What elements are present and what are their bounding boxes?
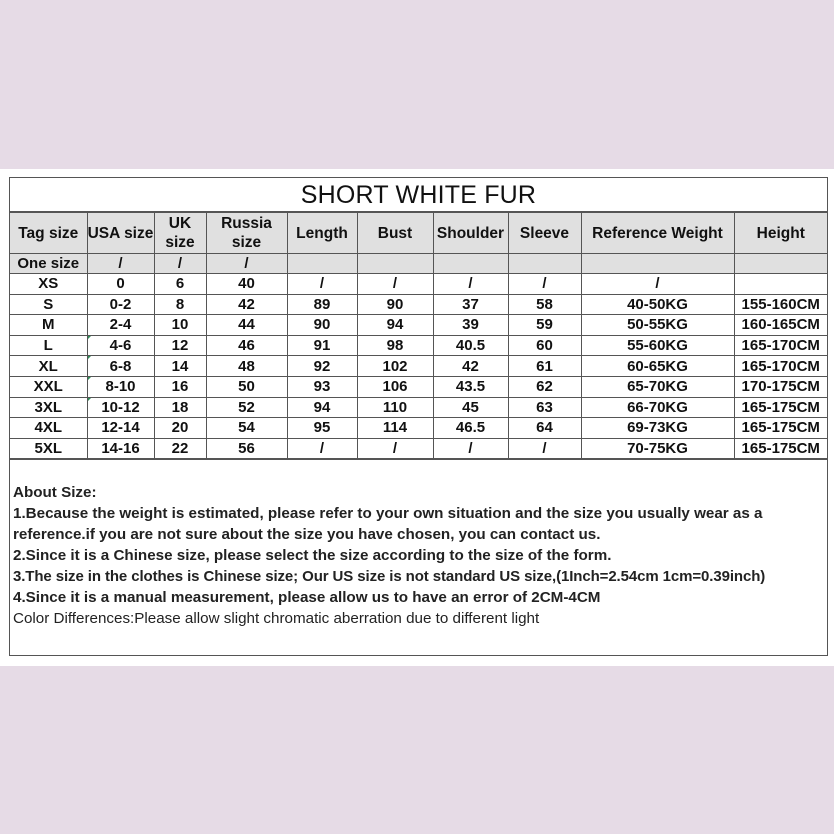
header-length: Length — [287, 213, 357, 254]
table-cell: 55-60KG — [581, 335, 734, 356]
table-cell: 92 — [287, 356, 357, 377]
table-cell: 3XL — [10, 397, 87, 418]
table-row — [10, 356, 827, 377]
table-cell: 59 — [508, 315, 581, 336]
table-row — [10, 274, 827, 295]
table-cell — [581, 254, 734, 274]
table-row — [10, 294, 827, 315]
table-cell: 114 — [357, 418, 433, 439]
table-cell: 165-175CM — [734, 418, 827, 439]
table-cell: 54 — [206, 418, 287, 439]
table-cell: 94 — [357, 315, 433, 336]
table-cell: 39 — [433, 315, 508, 336]
table-cell — [508, 254, 581, 274]
table-cell: 20 — [154, 418, 206, 439]
table-cell: 165-175CM — [734, 438, 827, 459]
table-cell: 94 — [287, 397, 357, 418]
table-cell: 165-175CM — [734, 397, 827, 418]
table-cell — [734, 274, 827, 295]
table-cell: / — [287, 438, 357, 459]
table-cell: 46 — [206, 335, 287, 356]
table-cell: 65-70KG — [581, 376, 734, 397]
table-cell: XXL — [10, 376, 87, 397]
table-cell: 165-170CM — [734, 335, 827, 356]
table-cell — [357, 254, 433, 274]
table-cell: 170-175CM — [734, 376, 827, 397]
header-shoulder: Shoulder — [433, 213, 508, 254]
size-notes — [10, 482, 827, 629]
table-cell: / — [357, 274, 433, 295]
header-usa-size: USA size — [87, 213, 154, 254]
table-cell: 22 — [154, 438, 206, 459]
table-cell: 64 — [508, 418, 581, 439]
notes-heading: About Size: — [13, 484, 97, 502]
table-cell: 90 — [357, 294, 433, 315]
table-cell — [433, 254, 508, 274]
table-cell: 90 — [287, 315, 357, 336]
table-cell: / — [287, 274, 357, 295]
table-cell — [287, 254, 357, 274]
table-cell: 4XL — [10, 418, 87, 439]
table-cell: 50 — [206, 376, 287, 397]
table-cell: / — [508, 274, 581, 295]
header-sleeve: Sleeve — [508, 213, 581, 254]
table-cell: 40.5 — [433, 335, 508, 356]
table-cell: / — [87, 254, 154, 274]
table-cell: 106 — [357, 376, 433, 397]
table-cell — [734, 254, 827, 274]
note-line: 3.The size in the clothes is Chinese size; Our US size is not standard US size,(1Inch=2.54cm 1cm=0.39inch) — [13, 568, 766, 586]
table-cell: 12 — [154, 335, 206, 356]
table-cell: 98 — [357, 335, 433, 356]
table-row — [10, 397, 827, 418]
table-cell: 50-55KG — [581, 315, 734, 336]
table-cell: 0-2 — [87, 294, 154, 315]
table-cell: / — [433, 438, 508, 459]
table-cell: 58 — [508, 294, 581, 315]
note-line: Color Differences:Please allow slight chromatic aberration due to different light — [13, 610, 540, 628]
header-tag-size: Tag size — [10, 213, 87, 254]
table-cell: L — [10, 335, 87, 356]
table-row — [10, 376, 827, 397]
table-cell: 110 — [357, 397, 433, 418]
table-cell: 8-10 — [87, 376, 154, 397]
table-cell: 40-50KG — [581, 294, 734, 315]
table-cell: / — [581, 274, 734, 295]
table-cell: / — [206, 254, 287, 274]
table-cell: 10 — [154, 315, 206, 336]
table-cell: S — [10, 294, 87, 315]
table-cell: 42 — [433, 356, 508, 377]
table-cell: 45 — [433, 397, 508, 418]
table-cell: 91 — [287, 335, 357, 356]
header-row — [10, 213, 827, 254]
table-cell: 61 — [508, 356, 581, 377]
table-cell: XS — [10, 274, 87, 295]
table-cell: 102 — [357, 356, 433, 377]
table-cell: 6-8 — [87, 356, 154, 377]
table-row — [10, 418, 827, 439]
table-cell: 44 — [206, 315, 287, 336]
header-bust: Bust — [357, 213, 433, 254]
table-cell: 95 — [287, 418, 357, 439]
table-cell: 14 — [154, 356, 206, 377]
table-cell: 42 — [206, 294, 287, 315]
table-cell: 160-165CM — [734, 315, 827, 336]
table-row — [10, 315, 827, 336]
table-cell: 0 — [87, 274, 154, 295]
table-cell: 2-4 — [87, 315, 154, 336]
table-cell: 12-14 — [87, 418, 154, 439]
table-cell: 155-160CM — [734, 294, 827, 315]
header-reference-weight: Reference Weight — [581, 213, 734, 254]
size-table — [10, 212, 827, 459]
table-cell: / — [433, 274, 508, 295]
note-line: 4.Since it is a manual measurement, please allow us to have an error of 2CM-4CM — [13, 589, 601, 607]
table-cell: 10-12 — [87, 397, 154, 418]
table-cell: 37 — [433, 294, 508, 315]
table-cell: 165-170CM — [734, 356, 827, 377]
table-cell: 46.5 — [433, 418, 508, 439]
header-russia-size: Russia size — [206, 213, 287, 254]
table-cell: 18 — [154, 397, 206, 418]
one-size-row — [10, 254, 827, 274]
table-cell: 8 — [154, 294, 206, 315]
table-cell: 63 — [508, 397, 581, 418]
header-height: Height — [734, 213, 827, 254]
table-cell: 93 — [287, 376, 357, 397]
table-row — [10, 335, 827, 356]
table-cell: / — [154, 254, 206, 274]
table-cell: 89 — [287, 294, 357, 315]
header-uk-size: UK size — [154, 213, 206, 254]
note-line: 1.Because the weight is estimated, please refer to your own situation and the size you usually wear as a reference.if you are not sure about the size you have chosen, you can contact us. — [13, 505, 763, 544]
table-cell: 48 — [206, 356, 287, 377]
table-cell: 60 — [508, 335, 581, 356]
table-cell: 14-16 — [87, 438, 154, 459]
table-cell: 70-75KG — [581, 438, 734, 459]
table-cell: 5XL — [10, 438, 87, 459]
table-cell: 40 — [206, 274, 287, 295]
table-cell: 60-65KG — [581, 356, 734, 377]
table-cell: M — [10, 315, 87, 336]
table-cell: 52 — [206, 397, 287, 418]
note-line: 2.Since it is a Chinese size, please select the size according to the size of the form. — [13, 547, 612, 565]
size-chart-sheet — [0, 169, 834, 666]
table-cell: XL — [10, 356, 87, 377]
table-row — [10, 438, 827, 459]
size-chart-frame — [9, 177, 828, 656]
table-cell: 69-73KG — [581, 418, 734, 439]
table-cell: 6 — [154, 274, 206, 295]
table-spacer — [10, 459, 827, 482]
table-cell: 16 — [154, 376, 206, 397]
table-cell: / — [357, 438, 433, 459]
table-cell: 43.5 — [433, 376, 508, 397]
chart-title: SHORT WHITE FUR — [10, 178, 827, 212]
table-cell: One size — [10, 254, 87, 274]
table-cell: 4-6 — [87, 335, 154, 356]
table-cell: 66-70KG — [581, 397, 734, 418]
table-cell: 56 — [206, 438, 287, 459]
table-cell: / — [508, 438, 581, 459]
table-cell: 62 — [508, 376, 581, 397]
